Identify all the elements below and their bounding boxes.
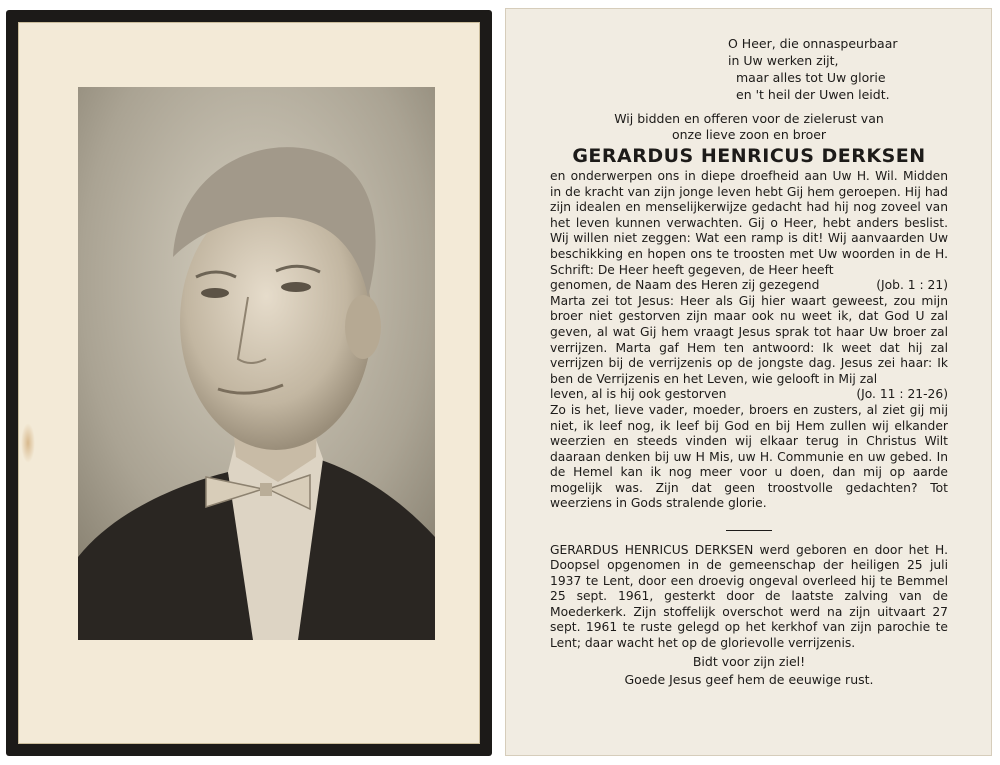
portrait-photo-icon bbox=[78, 87, 435, 640]
paragraph-1-last: genomen, de Naam des Heren zij gezegend bbox=[550, 278, 820, 293]
portrait-card bbox=[6, 10, 492, 756]
prayer-intro bbox=[550, 111, 948, 143]
verse-line: en 't heil der Uwen leidt. bbox=[736, 87, 890, 102]
verse-line: in Uw werken zijt, bbox=[728, 53, 839, 68]
closing-line-2: Goede Jesus geef hem de eeuwige rust. bbox=[624, 671, 874, 687]
scripture-reference: (Job. 1 : 21) bbox=[876, 278, 948, 293]
memorial-text-card bbox=[505, 8, 992, 756]
memorial-text-column bbox=[550, 35, 948, 689]
paper-stain bbox=[21, 423, 35, 463]
paragraph-2-ref-line bbox=[550, 387, 948, 403]
biography: GERARDUS HENRICUS DERKSEN werd geboren en door het H. Doopsel opgenomen in de gemeenschap der heiligen 25 juli 1937 te Lent, door een droevig ongeval overleed hij te Bemmel 25 sept. 1961, gesterkt door de laatste zalving van de Moederkerk. Zijn stoffelijk overschot werd na zijn uitvaart 27 sept. 1961 te ruste gelegd op het kerkhof van zijn parochie te Lent; daar wacht het op de glorievolle verrijzenis. bbox=[550, 543, 948, 650]
closing-line-1: Bidt voor zijn ziel! bbox=[692, 653, 806, 669]
prayer-intro-line: onze lieve zoon en broer bbox=[671, 127, 827, 142]
paragraph-2-text: Marta zei tot Jesus: Heer als Gij hier waart geweest, zou mijn broer niet gestorven zijn maar ook nu weet ik, dat God U zal geven, al wat Gij hem vraagt Jesus sprak tot haar Uw broer zal verrijzen. Marta gaf Hem ten antwoord: Ik weet dat hij zal verrijzen bij de verrijzenis op de jongste dag. Jesus zei haar: Ik ben de Verrijzenis en het Leven, wie gelooft in Mij zal bbox=[550, 293, 948, 386]
paragraph-2 bbox=[550, 294, 948, 388]
paragraph-2-last: leven, al is hij ook gestorven bbox=[550, 387, 727, 402]
prayer-intro-line: Wij bidden en offeren voor de zielerust van bbox=[614, 111, 884, 126]
verse-line: maar alles tot Uw glorie bbox=[736, 70, 886, 85]
paragraph-1 bbox=[550, 169, 948, 278]
verse-line: O Heer, die onnaspeurbaar bbox=[728, 36, 898, 51]
deceased-name: GERARDUS HENRICUS DERKSEN bbox=[572, 145, 926, 167]
memorial-body bbox=[550, 169, 948, 512]
opening-verse bbox=[728, 35, 948, 103]
portrait-card-inner bbox=[18, 22, 480, 744]
paragraph-3: Zo is het, lieve vader, moeder, broers en zusters, al ziet gij mij niet, ik leef nog, ik leef bij God en bij Hem zullen wij elkander weerzien en steeds vinden wij elkaar terug in Christus Wilt daaraan denken bij uw H Mis, uw H. Communie en uw gebed. In de Hemel kan ik nog meer voor u doen, dan mij op aarde mogelijk was. Zijn dat geen troostvolle gedachten? Tot weerziens in Gods stralende glorie. bbox=[550, 402, 948, 511]
divider bbox=[726, 530, 772, 531]
closing-prayer bbox=[550, 653, 948, 689]
paragraph-1-ref-line bbox=[550, 278, 948, 294]
paragraph-1-text: en onderwerpen ons in diepe droefheid aan Uw H. Wil. Midden in de kracht van zijn jonge leven hebt Gij hem geroepen. Hij had zijn idealen en menselijkerwijze gedacht had hij nog zoveel van het leven kunnen verwachten. Gij o Heer, hebt anders beslist. Wij willen niet zeggen: Wat een ramp is dit! Wij aanvaarden Uw beschikking en hopen ons te troosten met Uw woorden in de H. Schrift: De Heer heeft gegeven, de Heer heeft bbox=[550, 169, 948, 277]
scripture-reference: (Jo. 11 : 21-26) bbox=[856, 387, 948, 402]
portrait-photo bbox=[78, 87, 435, 640]
